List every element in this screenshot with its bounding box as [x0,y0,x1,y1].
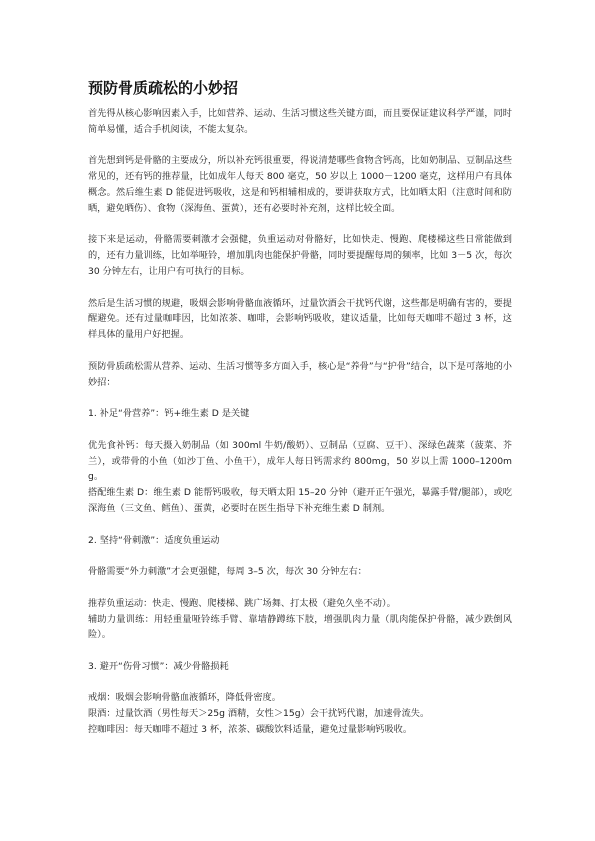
page-title: 预防骨质疏松的小妙招 [88,79,239,97]
calcium-paragraph: 首先想到钙是骨骼的主要成分，所以补充钙很重要，得说清楚哪些食物含钙高，比如奶制品、豆制品这些常见的，还有钙的推荐量，比如成年人每天 800 毫克，50 岁以上 1000－1200 毫克，这样用户有具体概念。然后维生素 D 能促进钙吸收，这是和钙相辅相成的，要讲获取方式，比如晒太阳（注意时间和防晒，避免晒伤）、食物（深海鱼、蛋黄），还有必要时补充剂，这样比较全面。 [88,155,512,214]
limit-alcohol-item: 限酒：过量饮酒（男性每天＞25g 酒精，女性＞15g）会干扰钙代谢，加速骨流失。 [88,708,430,720]
section-heading-nutrition: 1. 补足“骨营养”：钙+维生素 D 是关键 [88,408,250,420]
habits-paragraph: 然后是生活习惯的规避，吸烟会影响骨骼血液循环，过量饮酒会干扰钙代谢，这些都是明确有害的，要提醒避免。还有过量咖啡因，比如浓茶、咖啡，会影响钙吸收，建议适量，比如每天咖啡不超过 3 杯，这样具体的量用户好把握。 [88,297,512,341]
quit-smoking-item: 戒烟：吸烟会影响骨骼血液循环，降低骨密度。 [88,692,281,704]
section-heading-exercise: 2. 坚持“骨刺激”：适度负重运动 [88,534,220,546]
weight-bearing-item: 推荐负重运动：快走、慢跑、爬楼梯、跳广场舞、打太极（避免久坐不动）。 [88,597,396,609]
intro-paragraph: 首先得从核心影响因素入手，比如营养、运动、生活习惯这些关键方面，而且要保证建议科学严谨，同时简单易懂，适合手机阅读，不能太复杂。 [88,108,512,135]
exercise-intro: 骨骼需要“外力刺激”才会更强健，每周 3–5 次，每次 30 分钟左右： [88,566,367,578]
vitamin-d-item: 搭配维生素 D：维生素 D 能帮钙吸收，每天晒太阳 15–20 分钟（避开正午强光，暴露手臂/腿部），或吃深海鱼（三文鱼、鳕鱼）、蛋黄，必要时在医生指导下补充维生素 D 制剂。 [88,487,512,514]
caffeine-item: 控咖啡因：每天咖啡不超过 3 杯，浓茶、碳酸饮料适量，避免过量影响钙吸收。 [88,724,413,736]
document-body [88,78,512,738]
calcium-food-item: 优先食补钙：每天摄入奶制品（如 300ml 牛奶/酸奶）、豆制品（豆腐、豆干）、深绿色蔬菜（菠菜、芥兰），或带骨的小鱼（如沙丁鱼、小鱼干），成年人每日钙需求约 800mg，50 岁以上需 1000–1200mg。 [88,439,512,483]
strength-training-item: 辅助力量训练：用轻重量哑铃练手臂、靠墙静蹲练下肢，增强肌肉力量（肌肉能保护骨骼，减少跌倒风险）。 [88,613,512,641]
summary-paragraph: 预防骨质疏松需从营养、运动、生活习惯等多方面入手，核心是“养骨”与“护骨”结合，以下是可落地的小妙招： [88,360,512,388]
exercise-paragraph: 接下来是运动，骨骼需要刺激才会强健，负重运动对骨骼好，比如快走、慢跑、爬楼梯这些日常能做到的，还有力量训练，比如举哑铃，增加肌肉也能保护骨骼，同时要提醒每周的频率，比如 3－5 次，每次 30 分钟左右，让用户有可执行的目标。 [88,234,512,277]
section-heading-habits: 3. 避开“伤骨习惯”：减少骨骼损耗 [88,660,229,672]
